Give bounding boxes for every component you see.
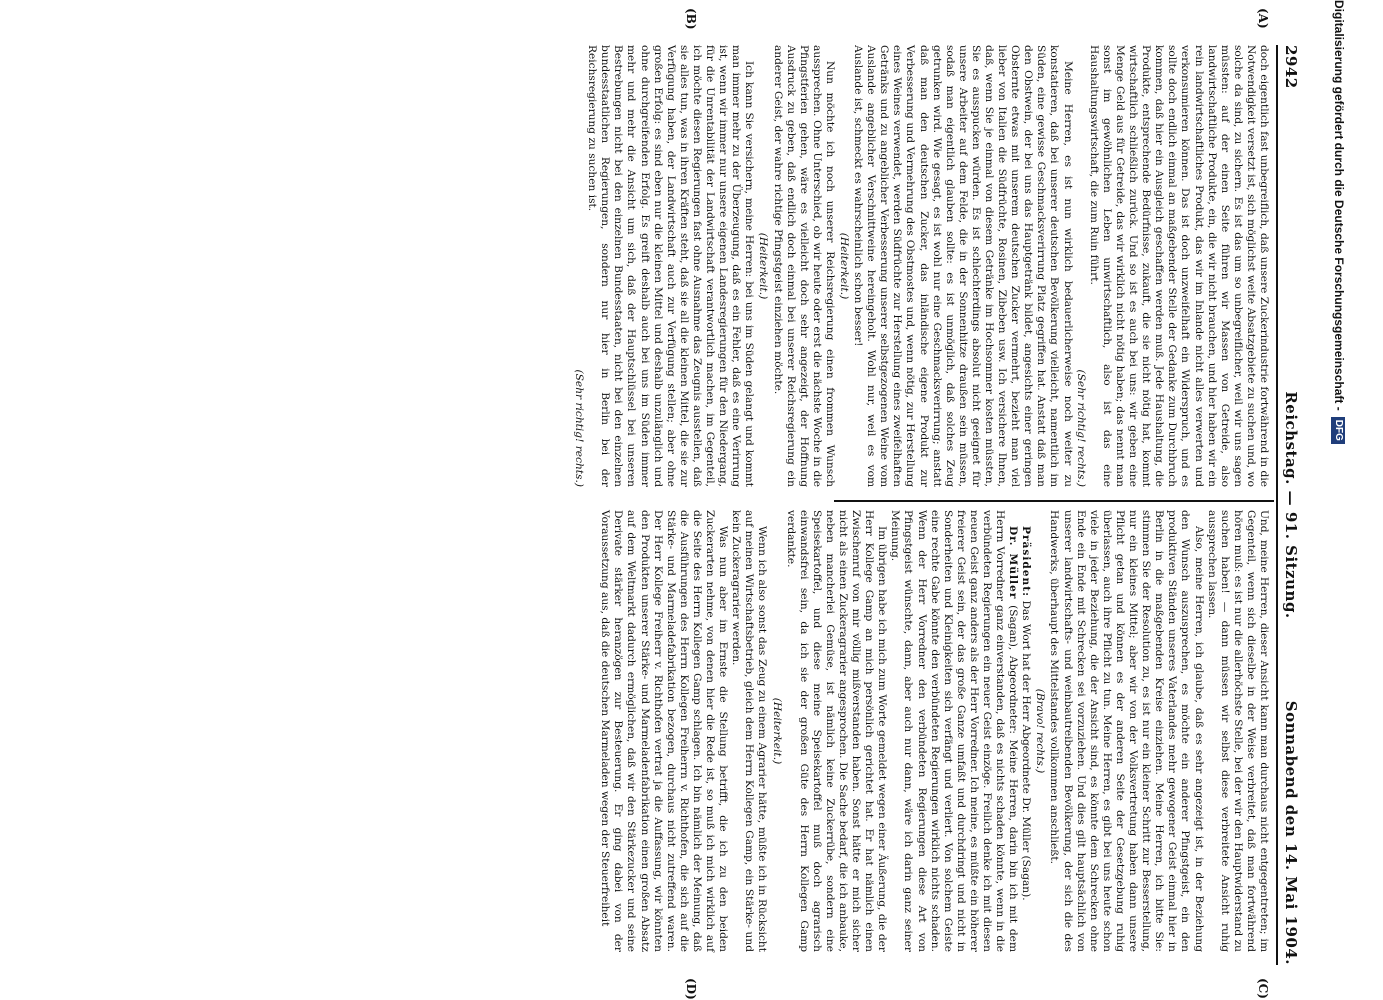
speaker-paragraph: [888, 510, 1019, 952]
interjection: (Heiterkeit.): [838, 232, 850, 300]
speaker-text: (Sagan), Abgeordneter: Meine Herren, darin bin ich mit dem Herrn Vorredner ganz einverstanden, daß es nichts schaden könnte, wenn in die verbündeten Regierungen ein neuer Geist einzöge. Freilich denke ich mit diesen neuen Geist ganz anders als der Herr Vorredner. Ich meine, es müßte ein höherer freierer Geist sein, der das große Ganze umfaßt und durchdringt und nicht in Sonderheiten und Kleinigkeiten sich verfängt und verliert. Von solchem Geiste eine rechte Gabe könnte den verbündeten Regierungen wirklich nichts schaden. Wenn der Herr Vorredner den verbündeten Regierungen diese Art von Pfingstgeist wünschte, dann, aber auch nur dann, wäre ich darin ganz seiner Meinung.: [889, 510, 1020, 952]
page-title: Reichstag. — 91. Sitzung.: [1282, 391, 1300, 619]
margin-mark-d: (D): [684, 978, 698, 1000]
page-number: 2942: [1282, 45, 1300, 89]
page-header: [1278, 45, 1304, 965]
paragraph: Wenn ich also sonst das Zeug zu einem Agrarier hätte, müßte ich in Rücksicht auf meinen Wirtschaftsbetrieb, gleich dem Herrn Kollegen Gamp, ein Stärke- und kein Zuckeragrarier werden.: [730, 510, 769, 952]
speaker-name: Präsident:: [1020, 526, 1033, 598]
session-date: Sonnabend den 14. Mai 1904.: [1282, 700, 1300, 965]
paragraph: Also, meine Herren, ich glaube, daß es sehr angezeigt ist, in der Beziehung den Wunsch auszusprechen, es möchte ein anderer Pfingstgeist, ein den produktiven Ständen unseres Vaterlandes mehr gewogener Geist einmal hier in Berlin in die maßgebenden Kreise einziehen. Meine Herren, ich bitte Sie: stimmen Sie der Resolution zu, es ist nur ein kleiner Schritt zur Besserstellung, nur ein kleines Mittel; aber wir von der Volksvertretung haben dann unsere Pflicht getan und können es der anderen Seite der Gesetzgebung ruhig überlassen, auch ihre Pflicht zu tun. Meine Herren, es gibt bei uns heute schon viele in jeder Beziehung, die der Ansicht sind, es könnte dem Schrecken ohne Ende ein Ende mit Schrecken sei vorzuziehen. Und dies gilt hauptsächlich von unserer landwirtschafts- und weinbautreibenden Bevölkerung, der sich die des Handwerks, überhaupt des Mittelstandes vollkommen anschließt.: [1048, 510, 1205, 952]
interjection: (Sehr richtig! rechts.): [573, 369, 586, 487]
margin-mark-a: (A): [1256, 8, 1270, 29]
margin-mark-c: (C): [1256, 978, 1270, 999]
paragraph: Ich kann Sie versichern, meine Herren: bei uns im Süden gelangt und kommt man immer mehr zu der Überzeugung, daß es ein Fehler, daß es eine Verirrung ist, wenn wir immer nur unsere eigenen Landesregierungen für den Niedergang, für die Unrentabilität der Landwirtschaft verantwortlich machen, im Gegenteil, ich möchte diesen Regierungen fast ohne Ausnahme das Zeugnis ausstellen, daß sie alles tun, was in ihren Kräften steht, daß sie all die kleinen Mittel, die sie zur Verfügung haben, der Landwirtschaft auch zur Verfügung stellen; aber ohne großen Erfolg: es sind eben nur die kleinen Mittel und deshalb unzulänglich und ohne durchgreifenden Erfolg. Es greift deshalb auch bei uns im Süden immer mehr und mehr die Ansicht um sich, daß der Hauptschlüssel bei unseren Bestrebungen nicht bei den einzelnen Bundesstaaten, nicht bei den einzelnen bundesstaatlichen Regierungen, sondern nur hier in Berlin bei der Reichsregierung zu suchen ist.: [586, 45, 756, 487]
column-divider: [834, 500, 1274, 502]
header-rule: [1276, 45, 1278, 965]
speaker-text: Das Wort hat der Herr Abgeordnete Dr. Müller (Sagan).: [1020, 600, 1033, 901]
digitization-credit: [1326, 0, 1352, 1000]
interjection: (Heiterkeit.): [770, 697, 783, 765]
interjection: (Heiterkeit.): [757, 232, 770, 300]
interjection: (Sehr richtig! rechts.): [1074, 369, 1087, 487]
paragraph: doch eigentlich fast unbegreiflich, daß unsere Zuckerindustrie fortwährend in die Notwendigkeit versetzt ist, sich möglichst weite Absatzgebiete zu suchen und, wo solche da sind, zu sichern. Es ist das um so unbegreiflicher, weil wir uns sagen müssten: auf der einen Seite führen wir Massen von Getreide, also landwirtschaftliche Produkte, ein, die wir nicht brauchen, und hier haben wir ein rein landwirtschaftliches Produkt, das wir im Inlande nicht alles verwerten und verkonsumieren können. Das ist doch unzweifelhaft ein Widerspruch, und es sollte doch endlich einmal an maßgebender Stelle der Gedanke zum Durchbruch kommen, daß hier ein Ausgleich geschaffen werden muß. Jede Haushaltung, die Produkte, entsprechende Bedürfnisse, zukauft, die sie nicht nötig hat, kommt wirtschaftlich schließlich zurück. Und so ist es auch bei uns: wir geben eine Menge Geld aus für Getreide, das wir wirklich nicht nötig haben; das nennt man sonst im gewöhnlichen Leben unwirtschaftlich, also ist das eine Haushaltungswirtschaft, die zum Ruin führt.: [1087, 45, 1270, 487]
paragraph: Meine Herren, es ist nun wirklich bedauerlicherweise noch weiter zu konstatieren, daß bei unserer deutschen Bevölkerung vielleicht, namentlich im Süden, eine gewisse Geschmacksverirrung Platz gegriffen hat. Anstatt daß man den Obstwein, der bei uns das Hauptgetränk bildet, angesichts einer geringen Obsternte etwas mit unserem deutschen Zucker vermehrt, bezieht man viel lieber von Italien die Südfrüchte, Rosinen, Zibeben usw. Ich versichere Ihnen, daß, wenn Sie je einmal von diesem Getränke im Hochsommer kosten müssten, Sie es ausspucken würden. Es ist schlechterdings absolut nicht geeignet für unsere Arbeiter auf dem Felde, die in der Sonnenhitze draußen sein müssen, sodaß man eigentlich glauben sollte: es ist unmöglich, daß solches Zeug getrunken wird. Wie gesagt, es ist wohl nur eine Geschmacksverirrung; anstatt daß man den deutschen Zucker, das inländische eigene Produkt zur Verbesserung und Vermehrung des Obstmostes und, wenn nötig, zur Herstellung eines Weines verwendet, werden Südfrüchte zur Herstellung eines zweifelhaften Getränks und zu angeblicher Verbesserung unserer selbstgezogenen Weine vom Auslande angeblicher Verschnittweine hereingeholt. Wohl nur, weil es vom Auslande ist, schmeckt es wahrscheinlich schon besser!: [852, 45, 1074, 487]
left-column: [572, 45, 1270, 487]
credit-text: Digitalisierung gefördert durch die Deutsche Forschungsgemeinschaft -: [1332, 0, 1346, 411]
speaker-paragraph: [1019, 510, 1032, 952]
dfg-logo: DFG: [1331, 417, 1345, 444]
speaker-name: Dr. Müller: [1007, 526, 1020, 600]
right-column: [598, 510, 1270, 952]
paragraph: Und, meine Herren, dieser Ansicht kann man durchaus nicht entgegentreten; im Gegenteil, wenn sich dieselbe in der Weise verbreitet, daß man fortwährend hören muß: es ist nur die allerhöchste Stelle, bei der wir den Hauptwiderstand zu suchen haben! — dann müssen wir selbst diese verbreitete Ansicht ruhig aussprechen lassen.: [1205, 510, 1270, 952]
paragraph: Nun möchte ich noch unserer Reichsregierung einen frommen Wunsch aussprechen. Ohne Unterschied, ob wir heute oder erst die nächste Woche in die Pfingstferien gehen, wäre es vielleicht doch sehr angezeigt, der Hoffnung Ausdruck zu geben, daß endlich doch einmal bei unserer Reichsregierung ein anderer Geist, der wahre richtige Pfingstgeist einziehen möchte.: [771, 45, 836, 487]
interjection: (Bravo! rechts.): [1034, 688, 1047, 774]
margin-mark-b: (B): [684, 8, 698, 30]
paragraph: Was nun aber im Ernste die Stellung betrifft, die ich zu den beiden Zuckerarten nehme, von denen hier die Rede ist, so muß ich mich wirklich auf die Seite des Herrn Kollegen Gamp schlagen. Ich bin nämlich der Meinung, daß die Ausführungen des Herrn Kollegen Freiherrn v. Richthofen, die sich auf die Stärke- und Marmeladefabrikation bezogen, durchaus nicht zutreffend waren. Der Herr Kollege Freiherr v. Richthofen vertrat ja die Auffassung, wir könnten den Produkten unserer Stärke- und Marmeladenfabrikation einen großen Absatz auf dem Weltmarkt dadurch ermöglichen, daß wir den Stärkezucker und seine Derivate stärker heranzögen zur Besteuerung. Er ging dabei von der Voraussetzung aus, daß die deutschen Marmeladen wegen der Steuerfreiheit: [599, 510, 730, 952]
paragraph: Im übrigen habe ich mich zum Worte gemeldet wegen einer Äußerung, die der Herr Kollege Gamp an mich persönlich gerichtet hat. Er hat nämlich einen Zwischenruf von mir völlig mißverstanden haben. Sonst hätte er mich sicher nicht als einen Zuckeragrarier angesprochen. Die Sache bedarf, die ich anbauke, neben mancherlei Gemüse, ist nämlich keine Zuckerrübe, sondern eine Speisekartoffel, und diese meine Speisekartoffel muß doch agrarisch einwandsfrei sein, da ich sie der großen Güte des Herrn Kollegen Gamp verdankte.: [784, 510, 889, 952]
document-page: [80, 0, 1310, 1000]
